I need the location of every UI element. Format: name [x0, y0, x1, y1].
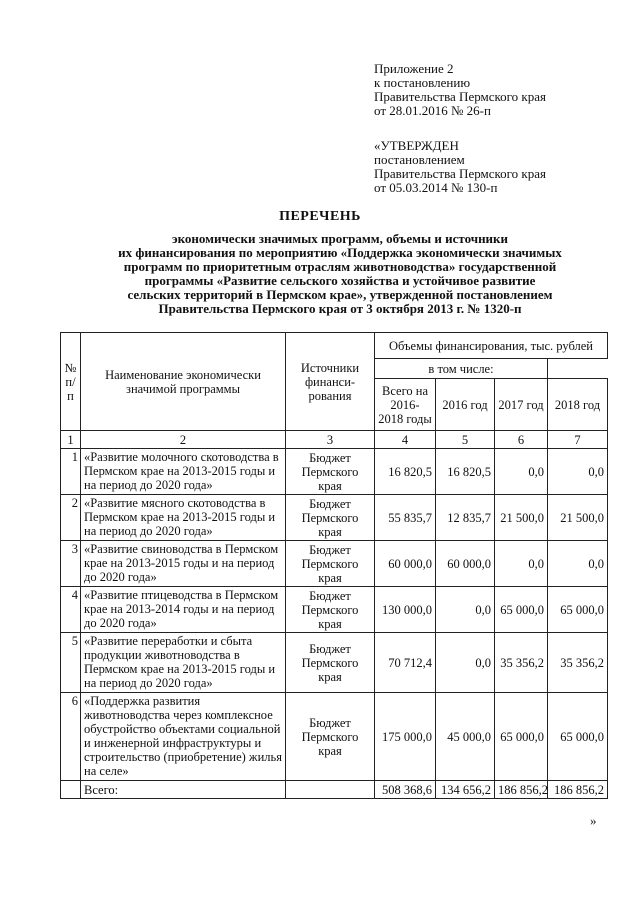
value-2017: 65 000,0	[495, 693, 548, 781]
column-number: 7	[548, 431, 608, 449]
funding-source: Бюджет Пермского края	[286, 449, 375, 495]
subtitle-line: их финансирования по мероприятию «Поддержка экономически значимых	[118, 245, 562, 260]
header-volumes: Объемы финансирования, тыс. рублей	[375, 333, 608, 359]
column-number: 2	[81, 431, 286, 449]
subtitle-line: программ по приоритетным отраслям животноводства» государственной	[123, 259, 557, 274]
funding-source: Бюджет Пермского края	[286, 587, 375, 633]
program-name: «Развитие молочного скотоводства в Пермском крае на 2013-2015 годы и на период до 2020 года»	[81, 449, 286, 495]
document-subtitle	[60, 232, 620, 316]
column-number: 3	[286, 431, 375, 449]
total-row	[61, 781, 608, 799]
grand-total-value: 508 368,6	[375, 781, 436, 799]
row-number: 6	[61, 693, 81, 781]
value-2016: 0,0	[436, 587, 495, 633]
value-2018: 65 000,0	[548, 587, 608, 633]
value-2017: 0,0	[495, 541, 548, 587]
program-name: «Развитие мясного скотоводства в Пермском крае на 2013-2015 годы и на период до 2020 года»	[81, 495, 286, 541]
value-2017: 21 500,0	[495, 495, 548, 541]
value-2016: 0,0	[436, 633, 495, 693]
header-source: Источники финанси-рования	[286, 333, 375, 431]
value-2017: 35 356,2	[495, 633, 548, 693]
total-2017: 186 856,2	[495, 781, 548, 799]
subtitle-line: Правительства Пермского края от 3 октября 2013 г. № 1320-п	[158, 301, 522, 316]
total-2018: 186 856,2	[548, 781, 608, 799]
financing-table	[60, 332, 608, 799]
program-name: «Развитие свиноводства в Пермском крае на 2013-2015 годы и на период до 2020 года»	[81, 541, 286, 587]
table-row	[61, 541, 608, 587]
row-number: 1	[61, 449, 81, 495]
funding-source: Бюджет Пермского края	[286, 693, 375, 781]
value-2018: 0,0	[548, 541, 608, 587]
header-including: в том числе:	[375, 359, 548, 379]
total-row-blank	[61, 781, 81, 799]
value-2018: 35 356,2	[548, 633, 608, 693]
value-2016: 16 820,5	[436, 449, 495, 495]
appendix-block	[374, 62, 546, 118]
header-program-name: Наименование экономически значимой программы	[81, 333, 286, 431]
total-value: 130 000,0	[375, 587, 436, 633]
program-name: «Развитие птицеводства в Пермском крае на 2013-2014 годы и на период до 2020 года»	[81, 587, 286, 633]
appendix-line: Правительства Пермского края	[374, 89, 546, 104]
table-row	[61, 587, 608, 633]
subtitle-line: сельских территорий в Пермском крае», утвержденной постановлением	[127, 287, 553, 302]
closing-quote: »	[590, 813, 597, 828]
header-2017: 2017 год	[495, 379, 548, 431]
header-2018: 2018 год	[548, 379, 608, 431]
column-number: 5	[436, 431, 495, 449]
table-row	[61, 633, 608, 693]
appendix-line: к постановлению	[374, 75, 471, 90]
appendix-line: Приложение 2	[374, 61, 454, 76]
approved-block	[374, 139, 546, 195]
column-number: 6	[495, 431, 548, 449]
value-2016: 60 000,0	[436, 541, 495, 587]
total-value: 55 835,7	[375, 495, 436, 541]
column-number: 1	[61, 431, 81, 449]
approved-line: постановлением	[374, 152, 465, 167]
column-number: 4	[375, 431, 436, 449]
appendix-line: от 28.01.2016 № 26-п	[374, 103, 491, 118]
header-number: № п/п	[61, 333, 81, 431]
program-name: «Поддержка развития животноводства через комплексное обустройство объектами социальной и инженерной инфраструктуры и строительство (приобретение) жилья на селе»	[81, 693, 286, 781]
value-2016: 12 835,7	[436, 495, 495, 541]
value-2018: 0,0	[548, 449, 608, 495]
value-2017: 65 000,0	[495, 587, 548, 633]
total-value: 70 712,4	[375, 633, 436, 693]
total-value: 60 000,0	[375, 541, 436, 587]
row-number: 5	[61, 633, 81, 693]
funding-source: Бюджет Пермского края	[286, 495, 375, 541]
funding-source: Бюджет Пермского края	[286, 633, 375, 693]
value-2018: 65 000,0	[548, 693, 608, 781]
approved-line: «УТВЕРЖДЕН	[374, 138, 459, 153]
table-row	[61, 693, 608, 781]
value-2017: 0,0	[495, 449, 548, 495]
table-row	[61, 449, 608, 495]
total-label: Всего:	[81, 781, 286, 799]
row-number: 3	[61, 541, 81, 587]
document-title: ПЕРЕЧЕНЬ	[279, 209, 361, 224]
total-value: 16 820,5	[375, 449, 436, 495]
value-2018: 21 500,0	[548, 495, 608, 541]
total-2016: 134 656,2	[436, 781, 495, 799]
approved-line: от 05.03.2014 № 130-п	[374, 180, 498, 195]
header-total: Всего на 2016-2018 годы	[375, 379, 436, 431]
header-2016: 2016 год	[436, 379, 495, 431]
value-2016: 45 000,0	[436, 693, 495, 781]
table-row	[61, 495, 608, 541]
approved-line: Правительства Пермского края	[374, 166, 546, 181]
program-name: «Развитие переработки и сбыта продукции животноводства в Пермском крае на 2013-2015 годы и на период до 2020 года»	[81, 633, 286, 693]
total-value: 175 000,0	[375, 693, 436, 781]
subtitle-line: экономически значимых программ, объемы и источники	[171, 231, 509, 246]
row-number: 4	[61, 587, 81, 633]
total-row-source-blank	[286, 781, 375, 799]
row-number: 2	[61, 495, 81, 541]
subtitle-line: программы «Развитие сельского хозяйства и устойчивое развитие	[144, 273, 536, 288]
funding-source: Бюджет Пермского края	[286, 541, 375, 587]
